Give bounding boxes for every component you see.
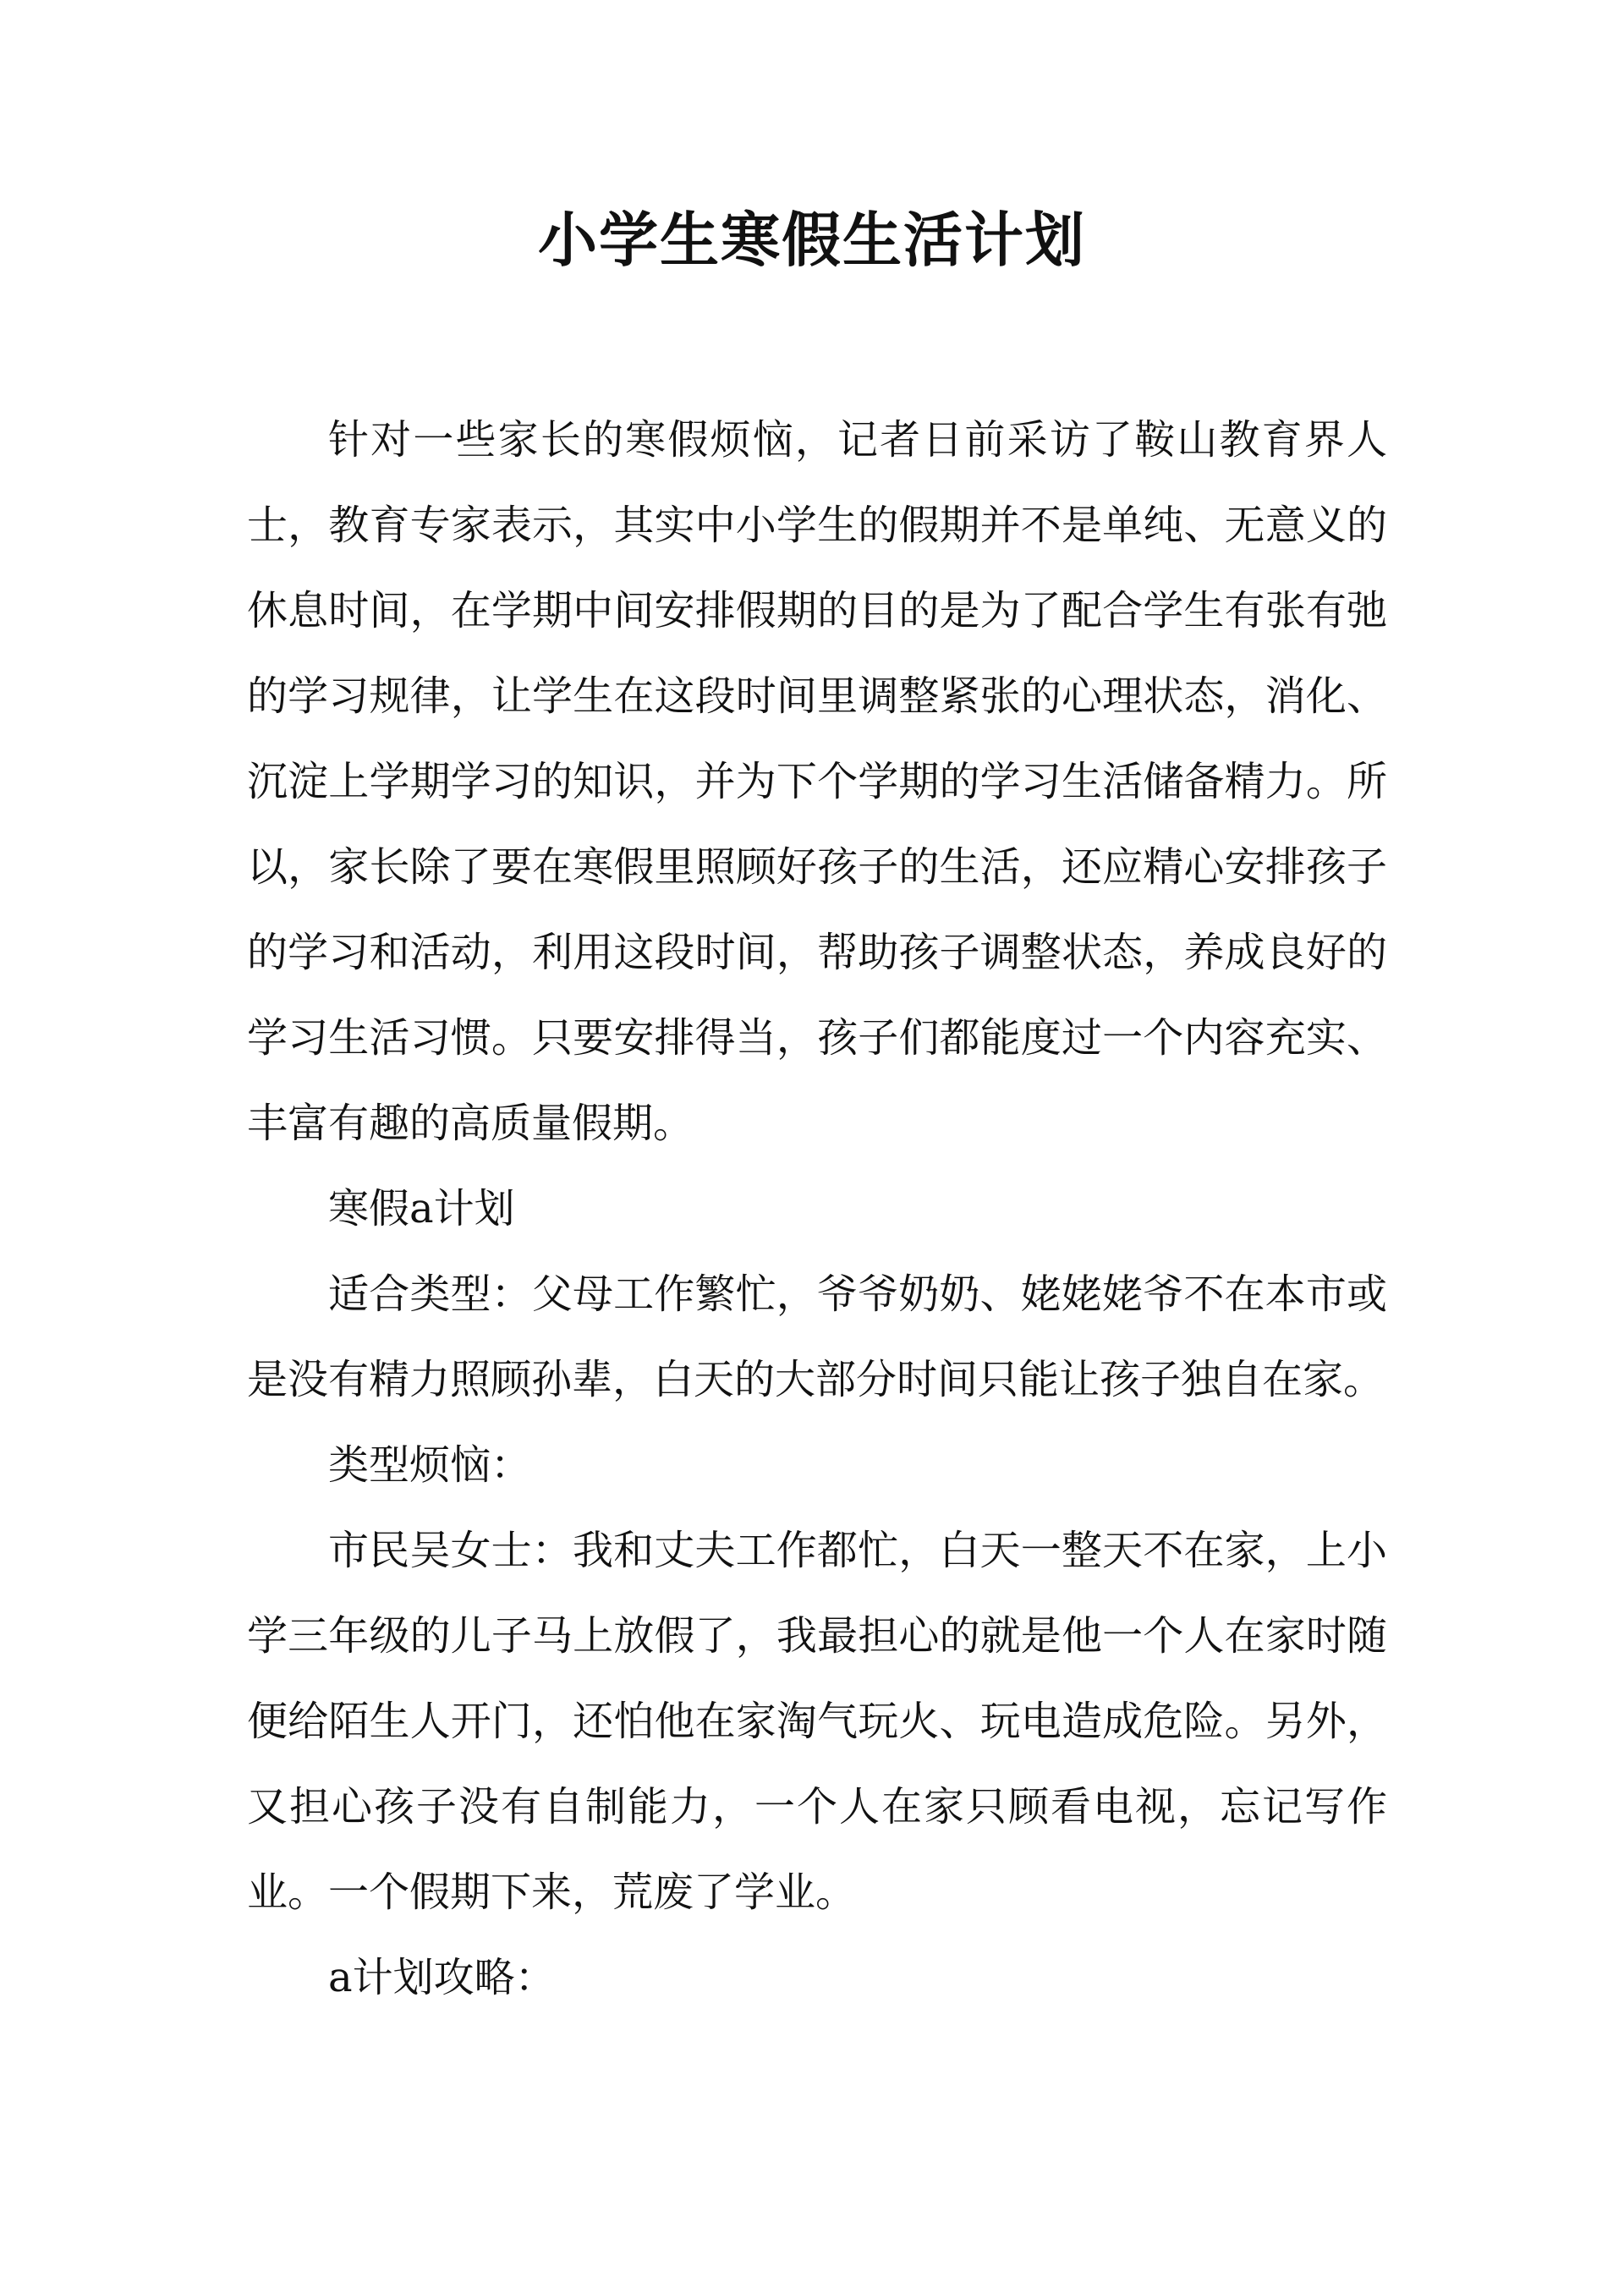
paragraph-suitable-type: 适合类型：父母工作繁忙，爷爷奶奶、姥姥姥爷不在本市或是没有精力照顾孙辈，白天的大部分时间只能让孩子独自在家。 bbox=[247, 1270, 1387, 1403]
paragraph-plan-a-heading: 寒假a计划 bbox=[328, 1185, 515, 1232]
paragraph-intro: 针对一些家长的寒假烦恼，记者日前采访了鞍山教育界人士，教育专家表示，其实中小学生的假期并不是单纯、无意义的休息时间，在学期中间安排假期的目的是为了配合学生有张有弛的学习规律，让学生在这段时间里调整紧张的心理状态，消化、沉淀上学期学习的知识，并为下个学期的学习生活储备精力。所以，家长除了要在寒假里照顾好孩子的生活，还应精心安排孩子的学习和活动，利用这段时间，帮助孩子调整状态，养成良好的学习生活习惯。只要安排得当，孩子们都能度过一个内容充实、丰富有趣的高质量假期。 bbox=[247, 416, 1387, 1147]
document-title: 小学生寒假生活计划 bbox=[538, 205, 1086, 275]
paragraph-type-concern-label: 类型烦恼： bbox=[328, 1441, 532, 1489]
document-body bbox=[247, 398, 1387, 2021]
paragraph-plan-a-strategy: a计划攻略： bbox=[328, 1954, 556, 2001]
paragraph-parent-quote: 市民吴女士：我和丈夫工作都忙，白天一整天不在家，上小学三年级的儿子马上放假了，我最担心的就是他一个人在家时随便给陌生人开门，还怕他在家淘气玩火、玩电造成危险。另外，又担心孩子没有自制能力，一个人在家只顾看电视，忘记写作业。一个假期下来，荒废了学业。 bbox=[247, 1527, 1387, 1916]
